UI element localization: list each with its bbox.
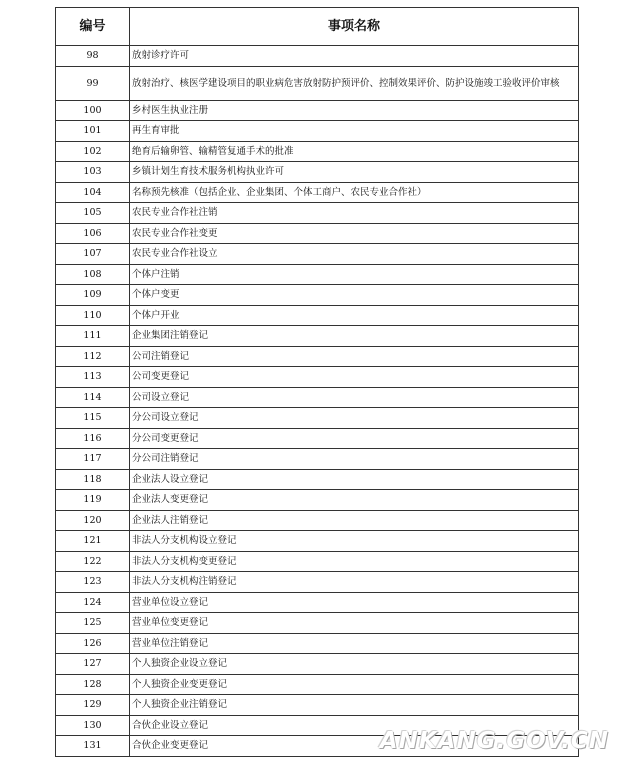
row-number: 116: [56, 428, 130, 449]
header-row: [56, 8, 579, 46]
table-row: [56, 654, 579, 675]
row-number: 102: [56, 141, 130, 162]
row-number: 108: [56, 264, 130, 285]
row-item-name: 个体户注销: [130, 264, 579, 285]
table-row: [56, 367, 579, 388]
row-item-name: 再生育审批: [130, 121, 579, 142]
row-item-name: 营业单位注销登记: [130, 633, 579, 654]
table-row: [56, 572, 579, 593]
row-item-name: 放射诊疗许可: [130, 46, 579, 67]
table-row: [56, 674, 579, 695]
row-number: 105: [56, 203, 130, 224]
table-row: [56, 182, 579, 203]
table-row: [56, 305, 579, 326]
row-item-name: 乡村医生执业注册: [130, 100, 579, 121]
row-item-name: 农民专业合作社设立: [130, 244, 579, 265]
table-row: [56, 100, 579, 121]
row-number: 112: [56, 346, 130, 367]
row-number: 121: [56, 531, 130, 552]
table-row: [56, 141, 579, 162]
table-row: [56, 223, 579, 244]
row-item-name: 名称预先核准（包括企业、企业集团、个体工商户、农民专业合作社）: [130, 182, 579, 203]
table-row: [56, 66, 579, 100]
row-item-name: 个体户开业: [130, 305, 579, 326]
row-item-name: 非法人分支机构注销登记: [130, 572, 579, 593]
row-item-name: 公司注销登记: [130, 346, 579, 367]
row-item-name: 分公司设立登记: [130, 408, 579, 429]
table-row: [56, 551, 579, 572]
table-row: [56, 531, 579, 552]
row-number: 99: [56, 66, 130, 100]
row-item-name: 农民专业合作社注销: [130, 203, 579, 224]
row-item-name: 企业法人设立登记: [130, 469, 579, 490]
row-number: 123: [56, 572, 130, 593]
row-number: 129: [56, 695, 130, 716]
row-number: 124: [56, 592, 130, 613]
row-item-name: 营业单位设立登记: [130, 592, 579, 613]
row-number: 111: [56, 326, 130, 347]
row-item-name: 个人独资企业变更登记: [130, 674, 579, 695]
row-number: 131: [56, 736, 130, 757]
row-number: 103: [56, 162, 130, 183]
table-row: [56, 613, 579, 634]
table-row: [56, 510, 579, 531]
items-table: [55, 7, 579, 757]
row-number: 101: [56, 121, 130, 142]
table-row: [56, 326, 579, 347]
row-item-name: 分公司注销登记: [130, 449, 579, 470]
row-number: 127: [56, 654, 130, 675]
row-number: 117: [56, 449, 130, 470]
row-number: 104: [56, 182, 130, 203]
table-row: [56, 592, 579, 613]
table-row: [56, 633, 579, 654]
row-number: 118: [56, 469, 130, 490]
header-name: 事项名称: [130, 8, 579, 46]
table-row: [56, 203, 579, 224]
table-row: [56, 46, 579, 67]
row-number: 126: [56, 633, 130, 654]
row-item-name: 非法人分支机构设立登记: [130, 531, 579, 552]
table-row: [56, 162, 579, 183]
row-number: 130: [56, 715, 130, 736]
table-row: [56, 490, 579, 511]
header-number: 编号: [56, 8, 130, 46]
row-item-name: 放射治疗、核医学建设项目的职业病危害放射防护预评价、控制效果评价、防护设施竣工验收评价审核: [130, 66, 579, 100]
row-number: 119: [56, 490, 130, 511]
row-item-name: 绝育后输卵管、输精管复通手术的批准: [130, 141, 579, 162]
row-item-name: 乡镇计划生育技术服务机构执业许可: [130, 162, 579, 183]
row-item-name: 个人独资企业注销登记: [130, 695, 579, 716]
site-watermark: ANKANG.GOV.CN: [379, 728, 609, 754]
row-number: 100: [56, 100, 130, 121]
row-number: 110: [56, 305, 130, 326]
row-number: 128: [56, 674, 130, 695]
row-item-name: 合伙企业设立登记: [130, 715, 579, 736]
table-body: [56, 46, 579, 757]
row-number: 107: [56, 244, 130, 265]
table-row: [56, 695, 579, 716]
table-row: [56, 408, 579, 429]
row-number: 114: [56, 387, 130, 408]
row-number: 120: [56, 510, 130, 531]
row-item-name: 企业集团注销登记: [130, 326, 579, 347]
row-item-name: 企业法人注销登记: [130, 510, 579, 531]
table-row: [56, 449, 579, 470]
row-item-name: 合伙企业变更登记: [130, 736, 579, 757]
row-item-name: 个体户变更: [130, 285, 579, 306]
table-row: [56, 428, 579, 449]
row-item-name: 非法人分支机构变更登记: [130, 551, 579, 572]
row-number: 98: [56, 46, 130, 67]
row-item-name: 营业单位变更登记: [130, 613, 579, 634]
row-number: 122: [56, 551, 130, 572]
row-item-name: 分公司变更登记: [130, 428, 579, 449]
table-row: [56, 244, 579, 265]
row-item-name: 个人独资企业设立登记: [130, 654, 579, 675]
table-row: [56, 387, 579, 408]
table-row: [56, 469, 579, 490]
row-item-name: 公司设立登记: [130, 387, 579, 408]
table-row: [56, 264, 579, 285]
table-row: [56, 121, 579, 142]
table-row: [56, 285, 579, 306]
row-number: 113: [56, 367, 130, 388]
row-item-name: 公司变更登记: [130, 367, 579, 388]
table-row: [56, 346, 579, 367]
row-item-name: 农民专业合作社变更: [130, 223, 579, 244]
row-number: 115: [56, 408, 130, 429]
row-number: 125: [56, 613, 130, 634]
row-number: 106: [56, 223, 130, 244]
row-item-name: 企业法人变更登记: [130, 490, 579, 511]
row-number: 109: [56, 285, 130, 306]
